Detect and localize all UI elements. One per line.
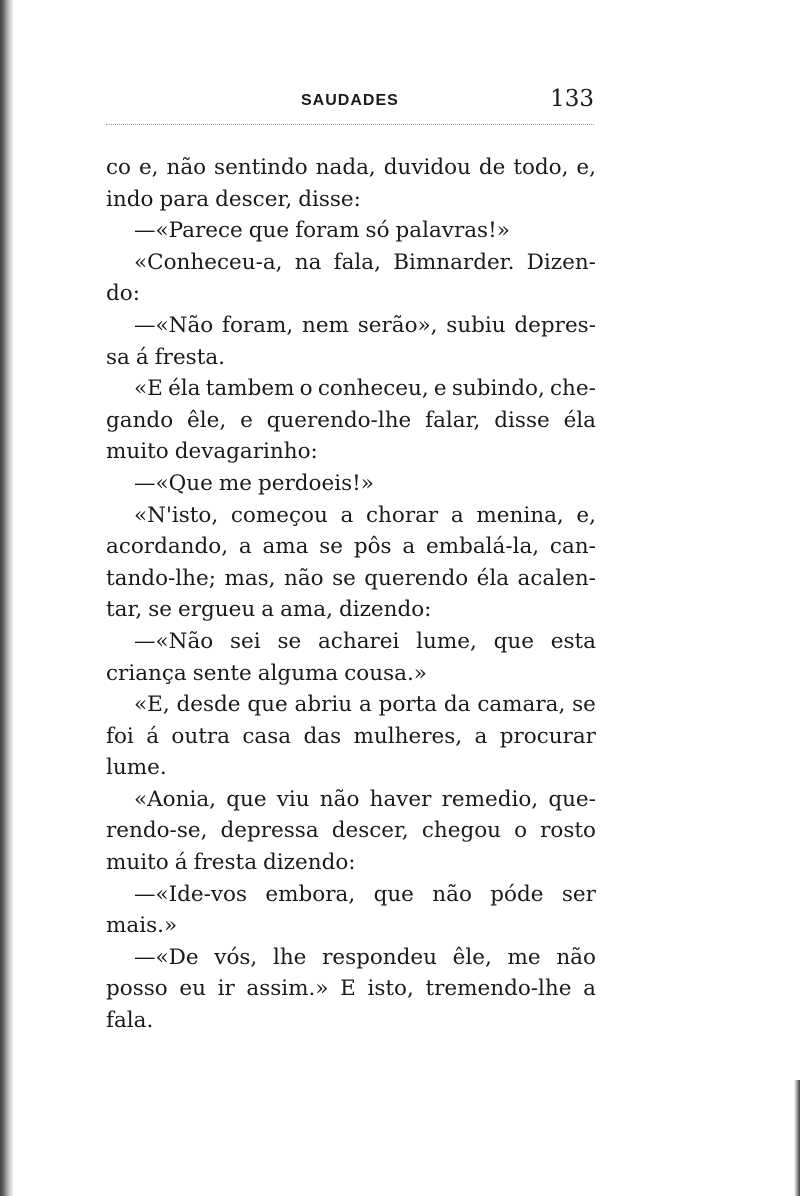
text-line: sa á fresta. <box>106 344 226 370</box>
header-rule <box>106 124 594 125</box>
page-edge-shadow-right <box>794 1080 800 1196</box>
text-line: foi á outra casa das mulheres, a procurar <box>106 723 596 749</box>
text-line: muito á fresta dizendo: <box>106 850 356 876</box>
running-title: SAUDADES <box>301 92 399 109</box>
text-line: mais.» <box>106 913 178 939</box>
text-line: co e, não sentindo nada, duvidou de todo, e, <box>106 155 596 180</box>
text-line: rendo-se, depressa descer, chegou o rosto <box>106 818 596 844</box>
text-line: «Conheceu-a, na fala, Bimnarder. Dizen- <box>134 249 596 275</box>
text-line: —«Não foram, nem serão», subiu depres- <box>134 312 596 338</box>
page-number: 133 <box>550 86 594 112</box>
text-line: —«De vós, lhe respondeu êle, me não <box>134 944 596 970</box>
text-line: —«Parece que foram só palavras!» <box>134 218 510 244</box>
text-line: indo para descer, disse: <box>106 186 361 212</box>
page-edge-shadow-left <box>0 0 14 1196</box>
text-line: lume. <box>106 755 167 781</box>
text-line: «E, desde que abriu a porta da camara, se <box>134 692 596 718</box>
text-line: posso eu ir assim.» E isto, tremendo-lhe a <box>106 976 596 1002</box>
text-line: gando êle, e querendo-lhe falar, disse éla <box>106 407 596 433</box>
text-line: do: <box>106 281 140 307</box>
text-line: muito devagarinho: <box>106 439 318 465</box>
text-line: criança sente alguma cousa.» <box>106 660 427 686</box>
text-line: «N'isto, começou a chorar a menina, e, <box>134 502 596 528</box>
text-line: tar, se ergueu a ama, dizendo: <box>106 597 432 623</box>
text-line: —«Que me perdoeis!» <box>134 470 374 496</box>
text-line: —«Ide-vos embora, que não póde ser <box>134 881 596 907</box>
text-line: «E éla tambem o conheceu, e subindo, che- <box>134 376 596 402</box>
text-line: —«Não sei se acharei lume, que esta <box>134 628 596 654</box>
body-text <box>106 152 596 1037</box>
text-line: «Aonia, que viu não haver remedio, que- <box>134 786 596 812</box>
page-header <box>106 86 594 120</box>
text-line: acordando, a ama se pôs a embalá-la, can- <box>106 534 596 560</box>
text-line: fala. <box>106 1008 154 1034</box>
text-line: tando-lhe; mas, não se querendo éla acalen- <box>106 565 596 591</box>
